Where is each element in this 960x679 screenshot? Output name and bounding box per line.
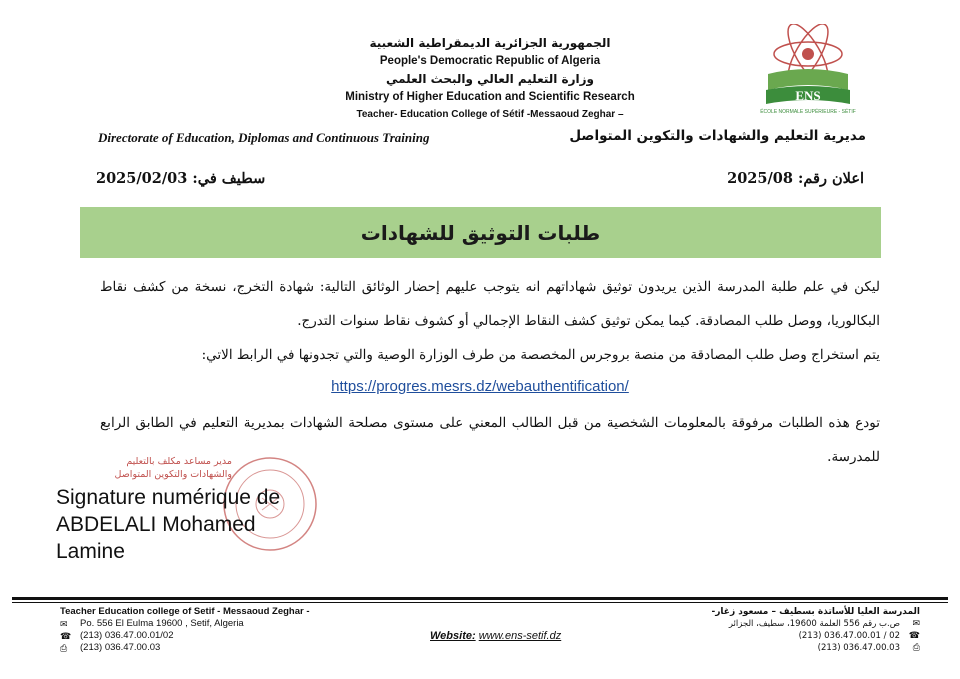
body-paragraph-3: تودع هذه الطلبات مرفوقة بالمعلومات الشخصية من قبل الطالب المعني على مستوى مصلحة الشهادات بمديرية التعليم في الطابق الرابع للمدرسة.: [100, 415, 880, 465]
digital-signature: [56, 484, 280, 565]
announcement-number-value: 2025/08: [727, 170, 793, 187]
signature-line-1: Signature numérique de: [56, 486, 281, 509]
footer-arabic: [700, 606, 920, 654]
phone-icon: ☎: [60, 631, 72, 641]
college-english: Teacher- Education College of Sétif -Messaoud Zeghar –: [356, 109, 624, 120]
body-paragraph-1: ليكن في علم طلبة المدرسة الذين يريدون توثيق شهاداتهم انه يتوجب عليهم إحضار الوثائق التالية: شهادة التخرج، نسخة من كشف نقاط البكالوريا، ووصل طلب المصادقة. كيما يمكن توثيق كشف النقاط الإجمالي أو كشوف نقاط سنوات التدرج.: [100, 279, 880, 329]
progres-link[interactable]: https://progres.mesrs.dz/webauthentification/: [331, 378, 629, 395]
footer-address-row-ar: [700, 618, 920, 630]
announcement-date-value: 2025/02/03: [96, 170, 188, 187]
republic-arabic: الجمهورية الجزائرية الديمقراطية الشعبية: [369, 36, 611, 50]
link-line: [250, 376, 710, 395]
logo-text: ENS: [795, 88, 821, 103]
footer-rule-thick: [12, 597, 948, 600]
footer-phone-english: (213) 036.47.00.01/02: [80, 630, 174, 641]
signature-line-3: Lamine: [56, 540, 125, 563]
footer-address-row: [60, 618, 310, 630]
body-paragraph-2: يتم استخراج وصل طلب المصادقة من منصة بروجرس المخصصة من طرف الوزارة الوصية والتي تجدونها في الرابط الاتي:: [201, 347, 880, 363]
envelope-icon: ✉: [60, 619, 68, 629]
announcement-number-label: اعلان رقم:: [798, 170, 864, 187]
footer-fax-row-ar: [700, 642, 920, 654]
envelope-icon: ✉: [912, 619, 920, 629]
footer-college-english: Teacher Education college of Setif - Messaoud Zeghar -: [60, 606, 310, 617]
footer-phone-arabic: (213) 036.47.00.01 / 02: [798, 631, 900, 641]
document-title: طلبات التوثيق للشهادات: [360, 220, 601, 245]
footer-fax-english: (213) 036.47.00.03: [80, 642, 161, 653]
ministry-arabic: وزارة التعليم العالي والبحث العلمي: [385, 72, 595, 86]
footer-fax-arabic: (213) 036.47.00.03: [817, 643, 900, 653]
fax-icon: ⎙: [60, 643, 68, 653]
signature-line-2: ABDELALI Mohamed: [56, 513, 256, 536]
ens-logo: [738, 24, 878, 116]
republic-english: People's Democratic Republic of Algeria: [379, 55, 601, 67]
announcement-date: [96, 170, 265, 187]
footer-phone-row-ar: [700, 630, 920, 642]
footer-address-english: Po. 556 El Eulma 19600 , Setif, Algeria: [80, 618, 244, 629]
title-banner: [80, 207, 881, 258]
phone-icon: ☎: [908, 631, 920, 641]
letterhead: [300, 34, 680, 123]
footer-english: [60, 606, 310, 654]
signatory-title-arabic: مدير مساعد مكلف بالتعليم والشهادات والتكوين المتواصل: [114, 456, 232, 480]
directorate-english: Directorate of Education, Diplomas and Continuous Training: [98, 130, 430, 145]
directorate-arabic: مديرية التعليم والشهادات والتكوين المتواصل: [569, 128, 866, 144]
website-link[interactable]: www.ens-setif.dz: [478, 630, 562, 642]
logo-subtext: ÉCOLE NORMALE SUPÉRIEURE - SÉTIF: [760, 109, 856, 115]
footer-fax-row: [60, 642, 310, 654]
footer-college-arabic: المدرسة العليا للأساتذة بسطيف – مسعود زغار-: [711, 607, 920, 617]
footer-rule-thin: [12, 602, 948, 603]
footer-address-arabic: ص.ب رقم 556 العلمة 19600، سطيف، الجزائر: [728, 619, 900, 629]
announcement-body: [100, 270, 880, 474]
footer-phone-row: [60, 630, 310, 642]
website-label: Website:: [430, 630, 476, 642]
announcement-date-label: سطيف في:: [192, 170, 266, 187]
fax-icon: ⎙: [912, 643, 920, 653]
announcement-number: [727, 170, 864, 187]
ministry-english: Ministry of Higher Education and Scientific Research: [345, 91, 635, 103]
footer-website: [430, 630, 561, 642]
